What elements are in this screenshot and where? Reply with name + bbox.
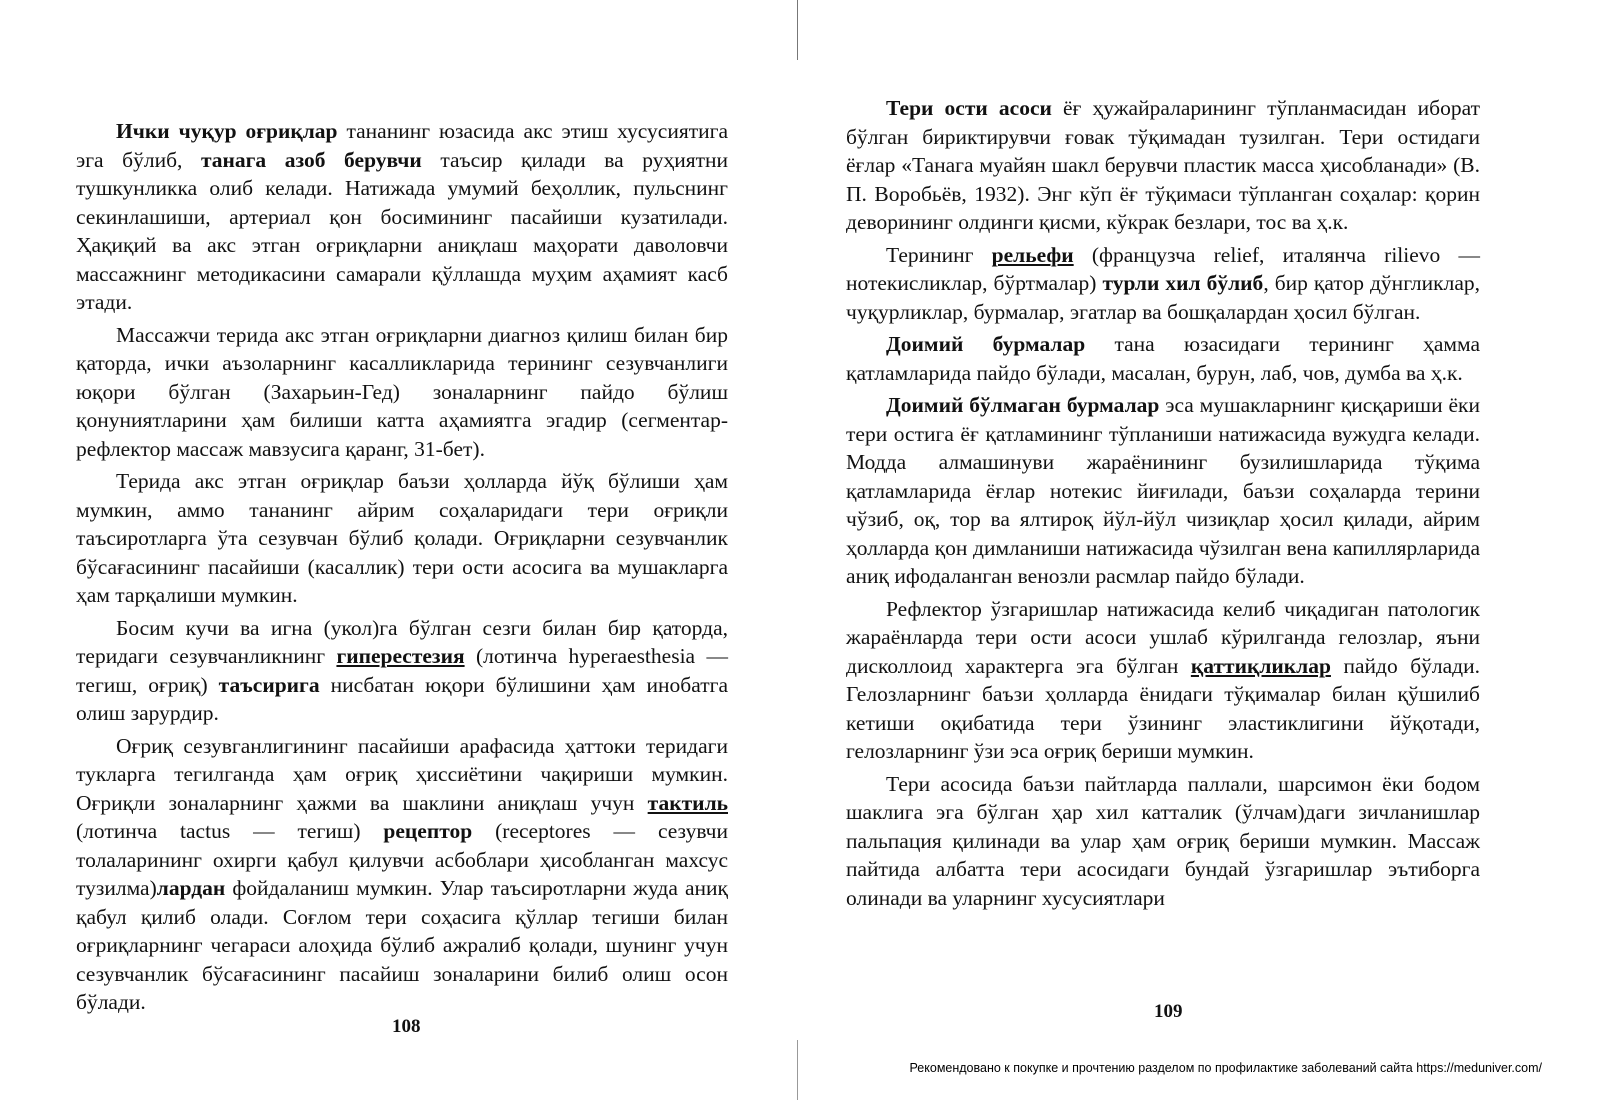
bold-term: рецептор [383,819,473,843]
text-run: (receptores — сезувчи толаларининг охирги қабул қилувчи асбоблари ҳисобланган махсус тузилма) [76,819,729,900]
bold-term: рельефи [991,242,1074,267]
paragraph [76,467,728,610]
paragraph [846,595,1480,766]
left-page [0,0,798,1105]
text-run: тана юзасидаги терининг ҳамма қатламларида пайдо бўлади, масалан, бурун, лаб, чов, думба ва ҳ.к. [846,332,1480,385]
paragraph [846,330,1480,387]
text-run: Терида акс этган оғриқлар баъзи ҳолларда йўқ бўлиши ҳам мумкин, аммо тананинг айрим соҳаларидаги тери оғриқли таъсиротларга ўта сезувчан бўлиб қолади. Оғриқларни сезувчанлик бўсағасининг пасайиши (касаллик) тери ости асосига ва мушакларга ҳам тарқалиши мумкин. [76,469,728,607]
right-page [800,0,1600,1105]
text-run: Массажчи терида акс этган оғриқларни диагноз қилиш билан бир қаторда, ички аъзоларнинг касалликларида терининг сезувчанлиги юқори бўлган (Захарьин-Гед) зоналарнинг пайдо бўлиш қонуниятларини ҳам билиши катта аҳамиятга эгадир (сегментар-рефлектор массаж мавзусига қаранг, 31-бет). [76,322,728,461]
text-run: (лотинча hyperaesthesia — тегиш, оғриқ) [76,644,728,697]
text-run: Тери асосида баъзи пайтларда паллали, шарсимон ёки бодом шаклига эга бўлган ҳар хил катталик (ўлчам)даги зичланишлар пальпация қилинади ва улар ҳам оғриқ бериши мумкин. Массаж пайтида албатта тери асосидаги бундай ўзгаришлар эътиборга олинади ва уларнинг хусусиятлари [846,771,1480,910]
text-run: тананинг юзасида акс этиш хусусиятига эга бўлиб, [76,119,728,172]
page-gutter-top [797,0,798,60]
bold-term: Ички чуқур оғриқлар [116,119,338,143]
paragraph [76,614,728,728]
text-run: Оғриқ сезувганлигининг пасайиши арафасида ҳаттоки теридаги тукларга тегилганда ҳам оғриқ ҳиссиётини чақириши мумкин. Оғриқли зоналарнинг ҳажми ва шаклини аниқлаш учун [76,733,728,815]
text-run: Босим кучи ва игна (укол)га бўлган сезги билан бир қаторда, теридаги сезувчанликнинг [76,615,728,668]
bold-term: гиперестезия [336,644,465,668]
page-number-right: 109 [1154,1001,1183,1022]
text-run: , бир қатор дўнгликлар, чуқурликлар, бурмалар, эгатлар ва бошқалардан ҳосил бўлган. [846,271,1480,324]
text-run: фойдаланиш мумкин. Улар таъсиротларни жуда аниқ қабул қилиб олади. Соғлом тери соҳасига қўллар тегиши билан оғриқларнинг чегараси алоҳида бўлиб ажралиб қолади, шунинг учун сезувчанлик бўсағасининг пасайиш зоналарини билиб олиш осон бўлади. [76,876,728,1014]
bold-term: турли хил бўлиб [1102,271,1264,295]
paragraph [76,321,728,464]
text-run: ёғ ҳужайраларининг тўпланмасидан иборат бўлган бириктирувчи ғовак тўқимадан тузилган. Тери остидаги ёғлар «Танага муайян шакл берувчи пластик масса ҳисобланади» (В. П. Воробьёв, 1932). Энг кўп ёғ тўқимаси тўпланган соҳалар: қорин деворининг олдинги қисми, кўкрак безлари, тос ва ҳ.к. [846,96,1480,234]
paragraph [76,732,728,1017]
bold-term: лардан [156,876,226,900]
text-run: таъсир қилади ва руҳиятни тушкунликка олиб келади. Натижада умумий беҳоллик, пульснинг секинлашиши, артериал қон босимининг пасайиши кузатилади. Ҳақиқий ва акс этган оғриқларни аниқлаш маҳорати даволовчи массажнинг методикасини самарали қўллашда муҳим аҳамият касб этади. [76,147,728,314]
page-gutter-bottom [797,1040,798,1100]
page-number-left: 108 [392,1016,421,1037]
bold-term: танага азоб берувчи [200,147,422,172]
text-run: Терининг [886,242,992,267]
bold-term: таъсирига [218,672,320,697]
paragraph [846,770,1480,913]
text-run: пайдо бўлади. Гелозларнинг баъзи ҳолларда ёнидаги тўқималар билан қўшилиб кетиши оқибатида тери ўзининг эластиклигини йўқотади, гелозларнинг ўзи эса оғриқ бериши мумкин. [846,653,1480,763]
text-run: эса мушакларнинг қисқариши ёки тери остига ёғ қатламининг тўпланиши натижасида вужудга келади. Модда алмашинуви жараёнининг бузилишларида тўқима қатламларида ёғлар нотекис йиғилади, баъзи соҳаларда терини чўзиб, оқ, тор ва ялтироқ йўл-йўл чизиқлар ҳосил қилади, айрим ҳолларда қон димланиши натижасида чўзилган вена капиллярларида аниқ ифодаланган венозли расмлар пайдо бўлади. [846,393,1480,588]
left-page-body [76,117,728,1021]
paragraph [846,391,1480,591]
paragraph [846,241,1480,327]
bold-term: Доимий бурмалар [886,332,1086,356]
text-run: Рефлектор ўзгаришлар натижасида келиб чиқадиган патологик жараёнларда тери ости асоси ушлаб кўрилганда гелозлар, яъни дисколлоид характерга эга бўлган [846,596,1480,678]
text-run: нисбатан юқори бўлишини ҳам инобатга олиш зарурдир. [76,672,728,725]
bold-term: Доимий бўлмаган бурмалар [886,393,1160,417]
text-run: (французча relief, италянча rilievo — нотекисликлар, бўртмалар) [846,242,1480,295]
right-page-body [846,94,1480,916]
bold-term: Тери ости асоси [886,96,1052,120]
text-run: (лотинча tactus — тегиш) [76,819,384,843]
bold-term: тактиль [647,790,728,815]
paragraph [846,94,1480,237]
footer-recommendation: Рекомендовано к покупке и прочтению разделом по профилактике заболеваний сайта https://meduniver.com/ [909,1061,1542,1075]
paragraph [76,117,728,317]
bold-term: қаттиқликлар [1190,653,1331,678]
